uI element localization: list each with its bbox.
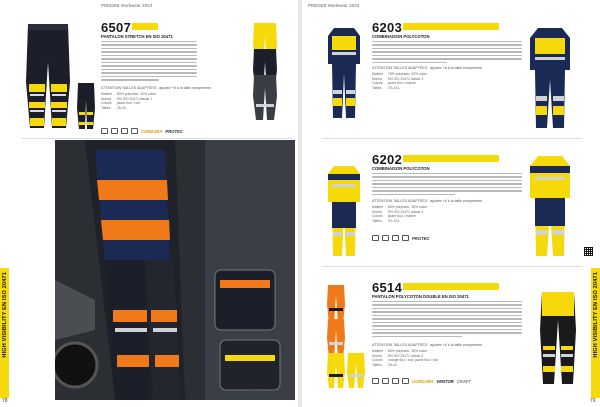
spec-value: orange fluo / noir, jaune fluo / noir [388,358,439,363]
product-name-6202: COMBINAISON POLYCOTON [372,166,430,171]
spec-table-6507 [101,92,156,110]
spec-table-6202 [372,205,427,223]
spec-value: EN ISO 20471 classe 3 [388,209,424,214]
brand-logo-craft: CRAFT [456,378,471,384]
spec-row [372,363,438,368]
running-head-left: PREDEB Workwear 2023 [101,3,153,8]
product-code-6202: 6202 [372,152,403,167]
product-code-6203: 6203 [372,20,403,35]
product-description-6202 [372,173,522,197]
left-page [0,0,298,407]
dry-icon [131,128,138,134]
code-highlight-bar [403,23,499,30]
trousers-6514-main-image [538,290,578,385]
brand-logo-cordura: CORDURA [412,378,434,384]
bleach-icon [392,235,399,241]
wash-icon [372,378,379,384]
product-photo [55,140,295,400]
spec-value: 65% polyester, 35% coton [388,205,428,209]
sizing-note-6203: ATTENTION TAILLES ADAPTÉES : ajoutez +6 à la taille européenne [372,66,483,70]
spec-key: Norme [101,96,112,101]
wash-icon [372,235,379,241]
spec-key: Coloris [101,101,112,106]
wash-icon [101,128,108,134]
right-page [302,0,600,407]
spec-value: EN ISO 20471 classe 2 [388,353,424,358]
coverall-6202-alt-image [528,152,572,257]
features-row-6202 [372,235,429,241]
running-head-right: PREDEB Workwear 2023 [308,3,360,8]
product-description-6507 [101,41,197,83]
photo-caption: Jacket 6101 p. 68 [246,388,275,392]
spec-key: Tailles [372,362,382,367]
spec-key: Norme [372,76,383,81]
spec-value: EN ISO 20471 classe 1 [117,96,153,101]
spec-value: jaune fluo / marine [388,81,416,86]
features-row-6507 [101,128,183,134]
code-highlight-bar [403,283,499,290]
product-description-6514 [372,301,522,339]
iron-icon [382,378,389,384]
side-tab-right-label: HIGH VISIBILITY EN ISO 20471 [592,272,599,358]
iron-icon [382,235,389,241]
spec-value: XS-4XL [388,85,400,90]
product-code-6507: 6507 [101,20,132,35]
spec-key: Coloris [372,358,383,363]
page-number-left: 78 [2,398,8,404]
spec-key: Tailles [101,105,111,110]
code-highlight-bar [132,23,158,30]
spec-row [101,106,156,111]
spec-table-6514 [372,349,438,367]
spec-row [372,86,427,91]
spec-value: XS-4XL [388,218,400,223]
colour-variants-image [240,22,290,122]
section-divider [322,138,582,139]
iron-icon [111,128,118,134]
spec-key: Matière [372,205,384,209]
qr-code-icon[interactable] [584,247,593,256]
product-code-6514: 6514 [372,280,403,295]
side-tab-left-label: HIGH VISIBILITY EN ISO 20471 [1,272,8,358]
brand-logo-protec: PROTEC [165,128,183,134]
spec-value: 28-44 [117,105,126,110]
spec-value: 80% polyester, 20% coton [117,92,157,96]
spec-value: EN ISO 20471 classe 3 [388,76,424,81]
spec-key: Tailles [372,85,382,90]
bleach-icon [121,128,128,134]
spec-key: Tailles [372,218,382,223]
brand-logo-cordura: CORDURA [141,128,163,134]
trousers-back-image [76,82,96,130]
product-name-6507: PANTALON STRETCH EN ISO 20471 [101,34,173,39]
coverall-6203-alt-image [528,24,572,129]
spec-key: Matière [101,92,113,96]
spec-value: 65% polyester, 35% coton [388,349,428,353]
trousers-6514-variants-image [324,284,368,389]
trousers-front-image [22,22,74,130]
brand-logo-protec: PROTEC [412,235,430,241]
spec-key: Matière [372,72,384,76]
spec-key: Coloris [372,81,383,86]
code-highlight-bar [403,155,499,162]
sizing-note-6514: ATTENTION TAILLES ADAPTÉES : ajoutez +6 à la taille européenne [372,343,483,347]
spec-value: 75% polyester, 25% coton [388,72,428,76]
bleach-icon [392,378,399,384]
sizing-note-6507: ATTENTION TAILLES ADAPTÉES : ajoutez +6 à la taille européenne [101,86,212,90]
dry-icon [402,235,409,241]
product-description-6203 [372,41,522,65]
features-row-6514 [372,378,471,384]
coverall-6203-front-image [326,24,362,119]
worker-photo-image [55,140,295,400]
coverall-6202-front-image [326,162,362,257]
spec-row [372,219,427,224]
spec-key: Coloris [372,214,383,219]
spec-value: jaune fluo / marine [388,214,416,219]
page-number-right: 79 [590,398,596,404]
product-name-6514: PANTALON POLYCOTON DOUBLE EN ISO 20471 [372,294,469,299]
brand-logo-ventor: VENTOR [436,378,454,384]
spec-key: Norme [372,353,383,358]
section-divider [322,266,582,267]
spec-key: Norme [372,209,383,214]
spec-table-6203 [372,72,427,90]
dry-icon [402,378,409,384]
section-divider [22,138,292,139]
spec-value: 28-44 [388,362,397,367]
spec-value: jaune fluo / noir [117,101,141,106]
spec-key: Matière [372,349,384,353]
product-name-6203: COMBINAISON POLYCOTON [372,34,430,39]
sizing-note-6202: ATTENTION TAILLES ADAPTÉES : ajoutez +6 à la taille européenne [372,199,483,203]
